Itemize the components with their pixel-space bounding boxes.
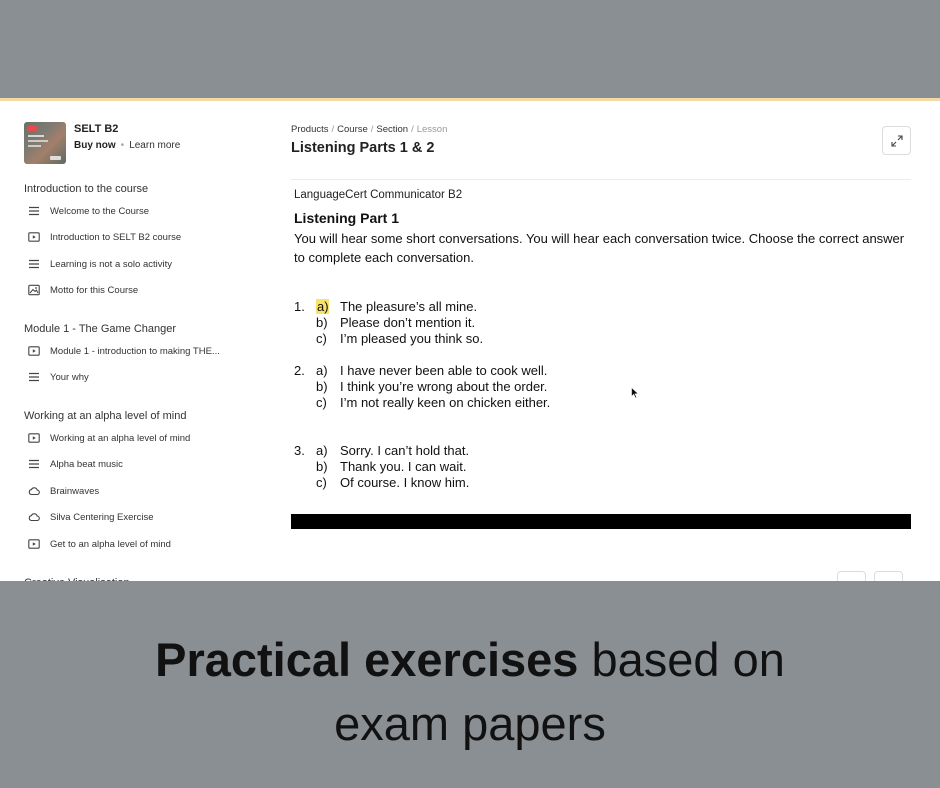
lesson-label: Working at an alpha level of mind — [50, 432, 191, 444]
lesson-label: Welcome to the Course — [50, 205, 150, 217]
separator-dot: • — [120, 140, 125, 151]
lesson-label: Motto for this Course — [50, 284, 139, 296]
option-letter: a) — [316, 443, 328, 458]
option-text: I have never been able to cook well. — [340, 363, 548, 378]
lesson-item[interactable] — [26, 280, 138, 300]
course-card — [24, 122, 180, 164]
video-icon — [26, 430, 42, 446]
question-number: 1. — [294, 299, 305, 314]
cloud-icon — [26, 483, 42, 499]
lesson-document — [294, 189, 914, 490]
lesson-label: Your why — [50, 371, 89, 383]
answer-option — [316, 475, 469, 491]
cloud-icon — [26, 509, 42, 525]
option-text: Of course. I know him. — [340, 475, 470, 490]
breadcrumb — [291, 124, 447, 135]
top-background-band — [0, 0, 940, 98]
course-player-window — [0, 101, 940, 581]
lesson-title: Listening Parts 1 & 2 — [291, 140, 435, 156]
answer-option — [316, 315, 475, 331]
answer-option — [316, 395, 550, 411]
course-thumbnail[interactable] — [24, 122, 66, 164]
redaction-bar — [291, 514, 911, 529]
section-title[interactable]: Introduction to the course — [24, 183, 149, 195]
section-title[interactable]: Module 1 - The Game Changer — [24, 323, 177, 335]
option-letter: c) — [316, 395, 327, 410]
expand-icon — [891, 135, 903, 147]
option-letter: b) — [316, 459, 328, 474]
lesson-label: Brainwaves — [50, 485, 100, 497]
breadcrumb-products[interactable]: Products — [291, 124, 329, 135]
option-text: Please don’t mention it. — [340, 315, 476, 330]
option-text: I’m pleased you think so. — [340, 331, 484, 346]
answer-option — [316, 379, 547, 395]
lesson-item[interactable] — [26, 227, 181, 247]
breadcrumb-section[interactable]: Section — [376, 124, 409, 135]
course-sidebar — [0, 101, 262, 581]
answer-option — [316, 331, 483, 347]
lesson-item[interactable] — [26, 428, 190, 448]
video-icon — [26, 536, 42, 552]
lesson-item[interactable] — [26, 534, 171, 554]
text-lines-icon — [26, 456, 42, 472]
text-lines-icon — [26, 369, 42, 385]
breadcrumb-separator: / — [411, 124, 414, 135]
document-instructions: You will hear some short conversations. You will hear each conversation twice. Choose the correct answer to complete each conversation. — [294, 231, 905, 265]
option-text: Sorry. I can’t hold that. — [340, 443, 470, 458]
option-text: Thank you. I can wait. — [340, 459, 467, 474]
breadcrumb-lesson: Lesson — [416, 124, 448, 135]
option-text: The pleasure’s all mine. — [340, 299, 478, 314]
learn-more-link[interactable]: Learn more — [129, 140, 181, 151]
breadcrumb-course[interactable]: Course — [337, 124, 368, 135]
lesson-label: Alpha beat music — [50, 458, 123, 470]
option-text: I’m not really keen on chicken either. — [340, 395, 551, 410]
option-letter: a) — [317, 299, 329, 314]
lesson-item[interactable] — [26, 341, 220, 361]
caption-rest: based on — [578, 633, 785, 686]
option-text: I think you’re wrong about the order. — [340, 379, 548, 394]
document-heading: Listening Part 1 — [294, 210, 400, 226]
question-number: 2. — [294, 363, 305, 378]
answer-option — [316, 363, 547, 379]
video-icon — [26, 229, 42, 245]
text-lines-icon — [26, 203, 42, 219]
lesson-label: Silva Centering Exercise — [50, 511, 154, 523]
answer-option — [316, 299, 477, 315]
breadcrumb-separator: / — [331, 124, 335, 135]
header-divider — [291, 179, 911, 180]
buy-now-link[interactable]: Buy now — [74, 140, 116, 151]
video-icon — [26, 343, 42, 359]
section-title[interactable]: Working at an alpha level of mind — [24, 410, 187, 422]
text-lines-icon — [26, 256, 42, 272]
lesson-label: Get to an alpha level of mind — [50, 538, 171, 550]
lesson-item[interactable] — [26, 254, 172, 274]
lesson-label: Introduction to SELT B2 course — [50, 231, 182, 243]
lesson-item[interactable] — [26, 507, 154, 527]
option-letter: b) — [316, 315, 328, 330]
lesson-item[interactable] — [26, 201, 149, 221]
lesson-label: Learning is not a solo activity — [50, 258, 172, 270]
lesson-item[interactable] — [26, 454, 123, 474]
option-letter: a) — [316, 363, 328, 378]
lesson-item[interactable] — [26, 481, 99, 501]
document-source: LanguageCert Communicator B2 — [294, 189, 463, 201]
answer-option — [316, 459, 466, 475]
image-icon — [26, 282, 42, 298]
mouse-cursor-icon — [631, 386, 639, 404]
promo-caption — [0, 628, 940, 756]
caption-bold: Practical exercises — [155, 633, 579, 686]
option-letter: b) — [316, 379, 328, 394]
answer-option — [316, 443, 469, 459]
option-letter: c) — [316, 331, 327, 346]
caption-line-2: exam papers — [334, 697, 606, 750]
lesson-item[interactable] — [26, 367, 89, 387]
lesson-label: Module 1 - introduction to making THE... — [50, 345, 220, 357]
question-number: 3. — [294, 443, 305, 458]
option-letter: c) — [316, 475, 327, 490]
breadcrumb-separator: / — [370, 124, 374, 135]
fullscreen-button[interactable] — [882, 126, 911, 155]
course-title: SELT B2 — [74, 123, 119, 135]
